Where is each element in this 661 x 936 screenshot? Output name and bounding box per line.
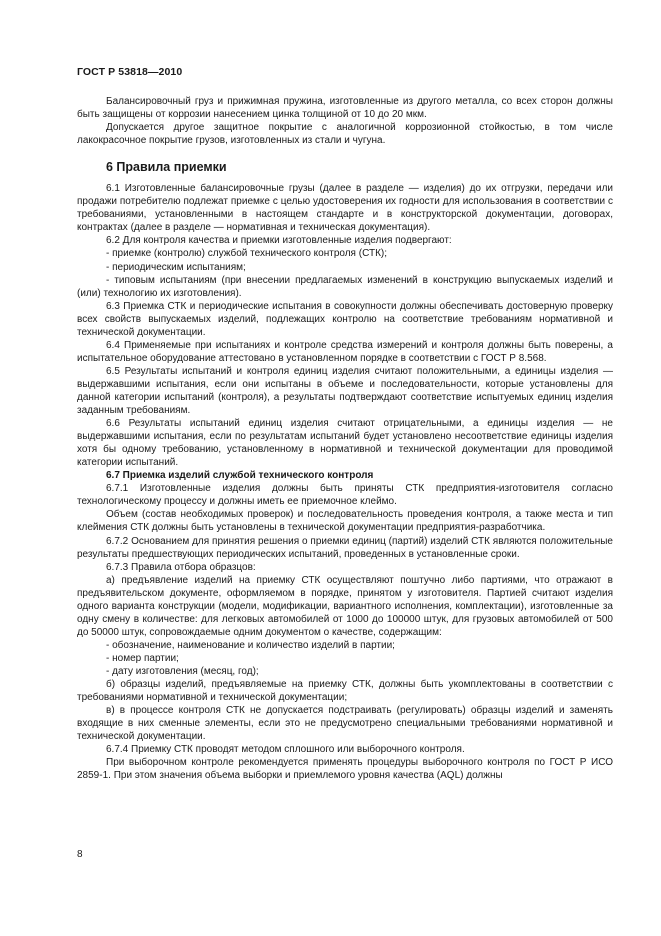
paragraph: Балансировочный груз и прижимная пружина, изготовленные из другого металла, со всех сторон должны быть защищены от коррозии нанесением цинка толщиной от 10 до 20 мкм. [77, 96, 613, 121]
paragraph: 6.7.4 Приемку СТК проводят методом сплошного или выборочного контроля. [106, 744, 465, 756]
page-number: 8 [77, 849, 83, 860]
paragraph: - приемке (контролю) службой технического контроля (СТК); [106, 248, 388, 260]
paragraph: - обозначение, наименование и количество изделий в партии; [106, 639, 395, 651]
subsection-heading: 6.7 Приемка изделий службой технического контроля [106, 470, 374, 482]
paragraph: - типовым испытаниям (при внесении предлагаемых изменений в конструкцию выпускаемых изделий и (или) технологию их изготовления). [77, 274, 613, 299]
paragraph: Объем (состав необходимых проверок) и последовательность проведения контроля, а также места и тип клеймения СТК должны быть установлены в технической документации предприятия-разработчика. [77, 509, 613, 534]
paragraph: 6.3 Приемка СТК и периодические испытания в совокупности должны обеспечивать достоверную проверку всех свойств выпускаемых изделий, подлежащих контролю на соответствие требованиям нормативной и технической документации. [77, 300, 613, 338]
paragraph: 6.2 Для контроля качества и приемки изготовленные изделия подвергают: [106, 235, 452, 247]
paragraph: 6.7.2 Основанием для принятия решения о приемки единиц (партий) изделий СТК являются положительные результаты предшествующих периодических испытаний, проведенных в установленные сроки. [77, 535, 613, 560]
page-header: ГОСТ Р 53818—2010 [77, 66, 183, 78]
paragraph: 6.6 Результаты испытаний единиц изделия считают отрицательными, а единицы изделия — не выдержавшими испытания, если по результатам испытаний будет установлено несоответствие единицы изделия хотя бы одному требованию, установленному в нормативной и технической документации для проводимой категории испытаний. [77, 418, 613, 469]
paragraph: При выборочном контроле рекомендуется применять процедуры выборочного контроля по ГОСТ Р ИСО 2859-1. При этом значения объема выборки и приемлемого уровня качества (AQL) должны [77, 757, 613, 782]
paragraph: б) образцы изделий, предъявляемые на приемку СТК, должны быть укомплектованы в соответствии с требованиями нормативной и технической документации; [77, 679, 613, 704]
section-heading: 6 Правила приемки [106, 160, 227, 175]
paragraph: 6.7.3 Правила отбора образцов: [106, 561, 256, 573]
paragraph: 6.1 Изготовленные балансировочные грузы (далее в разделе — изделия) до их отгрузки, передачи или продажи потребителю подлежат приемке с целью удостоверения их годности для использования в соответствии с требованиями, установленными в настоящем стандарте и в конструкторской документации, договорах, контрактах (далее в разделе — нормативная и техническая документация). [77, 183, 613, 234]
paragraph: в) в процессе контроля СТК не допускается подстраивать (регулировать) образцы изделий и заменять входящие в них сменные элементы, если это не предусмотрено специальными требованиями нормативной и технической документации. [77, 705, 613, 743]
paragraph: 6.5 Результаты испытаний и контроля единиц изделия считают положительными, а единицы изделия — выдержавшими испытания, если они испытаны в объеме и последовательности, которые установлены для данной категории испытаний (контроля), а результаты подтверждают соответствие испытуемых единиц изделия заданным требованиям. [77, 365, 613, 417]
paragraph: - номер партии; [106, 652, 179, 664]
paragraph: а) предъявление изделий на приемку СТК осуществляют поштучно либо партиями, что отражают в предъявительском документе, оформляемом в порядке, принятом у изготовителя. Партией считают изделия одного варианта конструкции (модели, модификации, вариантного исполнения, комплектации), изготовленные за одну смену в количестве: для легковых автомобилей от 1000 до 100000 штук, для грузовых автомобилей от 500 до 50000 штук, сопровождаемые одним документом о качестве, содержащим: [77, 574, 613, 638]
paragraph: Допускается другое защитное покрытие с аналогичной коррозионной стойкостью, в том числе лакокрасочное покрытие грузов, изготовленных из стали и чугуна. [77, 122, 613, 147]
paragraph: - периодическим испытаниям; [106, 261, 246, 273]
document-body [77, 95, 613, 782]
paragraph: 6.7.1 Изготовленные изделия должны быть приняты СТК предприятия-изготовителя согласно технологическому процессу и должны иметь ее приемочное клеймо. [77, 483, 613, 508]
paragraph: - дату изготовления (месяц, год); [106, 665, 259, 677]
paragraph: 6.4 Применяемые при испытаниях и контроле средства измерений и контроля должны быть поверены, а испытательное оборудование аттестовано в установленном порядке в соответствии с ГОСТ Р 8.568. [77, 339, 613, 364]
